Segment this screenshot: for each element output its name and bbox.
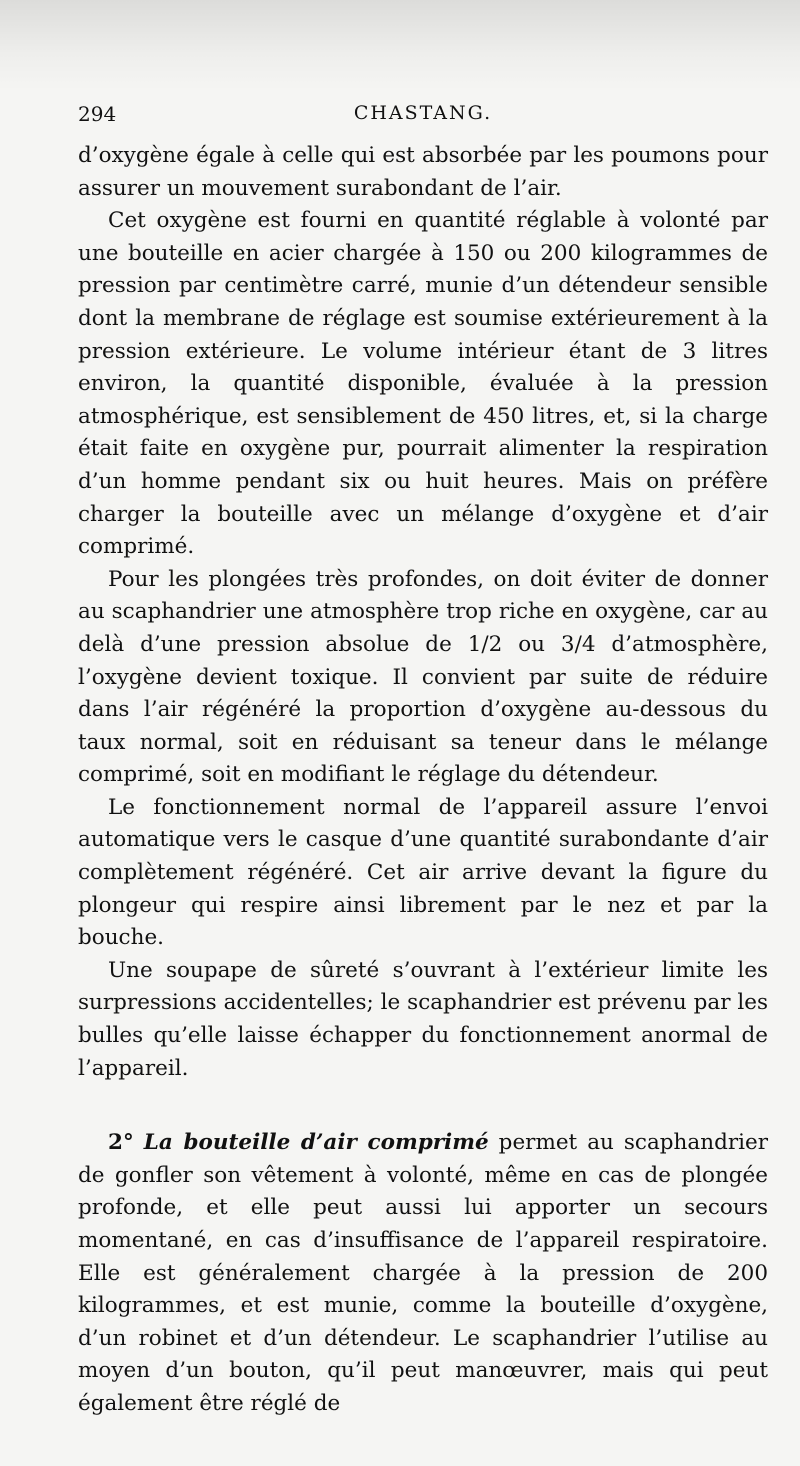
- section-number: 2°: [108, 1130, 134, 1156]
- running-title: CHASTANG.: [353, 102, 493, 124]
- paragraph: Le fonctionnement normal de l’appareil assure l’envoi automatique vers le casque d’une quantité surabondante d’air complètement régénéré. Cet air arrive devant la figure du plongeur qui respire ainsi librement par le nez et par la bouche.: [78, 794, 768, 951]
- paragraph: Cet oxygène est fourni en quantité réglable à volonté par une bouteille en acier chargée à 150 ou 200 kilogrammes de pression par centimètre carré, munie d’un détendeur sensible dont la membrane de réglage est soumise extérieurement à la pression extérieure. Le volume intérieur étant de 3 litres environ, la quantité disponible, évaluée à la pression atmosphérique, est sensiblement de 450 litres, et, si la charge était faite en oxygène pur, pourrait alimenter la respiration d’un homme pendant six ou huit heures. Mais on préfère charger la bouteille avec un mélange d’oxygène et d’air comprimé.: [78, 208, 768, 560]
- paragraph: Une soupape de sûreté s’ouvrant à l’extérieur limite les surpressions accidentelles; le scaphandrier est prévenu par les bulles qu’elle laisse échapper du fonctionnement anormal de l’appareil.: [78, 957, 768, 1081]
- page-number: 294: [78, 102, 117, 126]
- paragraph: Pour les plongées très profondes, on doit éviter de donner au scaphandrier une atmosphère trop riche en oxygène, car au delà d’une pression absolue de 1/2 ou 3/4 d’atmosphère, l’oxygène devient toxique. Il convient par suite de réduire dans l’air régénéré la proportion d’oxygène au-dessous du taux normal, soit en réduisant sa teneur dans le mélange comprimé, soit en modifiant le réglage du détendeur.: [78, 566, 768, 788]
- section-paragraph: [78, 1127, 768, 1420]
- page-header: [78, 102, 768, 132]
- scan-edge-shadow: [0, 0, 800, 90]
- paragraph: d’oxygène égale à celle qui est absorbée par les poumons pour assurer un mouvement surabondant de l’air.: [78, 143, 768, 201]
- section-title: La bouteille d’air comprimé: [143, 1130, 489, 1156]
- section-text: permet au scaphandrier de gonfler son vêtement à volonté, même en cas de plongée profonde, et elle peut aussi lui apporter un secours momentané, en cas d’insuffisance de l’appareil respiratoire. Elle est généralement chargée à la pression de 200 kilogrammes, et est munie, comme la bouteille d’oxygène, d’un robinet et d’un détendeur. Le scaphandrier l’utilise au moyen d’un bouton, qu’il peut manœuvrer, mais qui peut également être réglé de: [78, 1130, 768, 1416]
- page-body: [78, 140, 768, 1421]
